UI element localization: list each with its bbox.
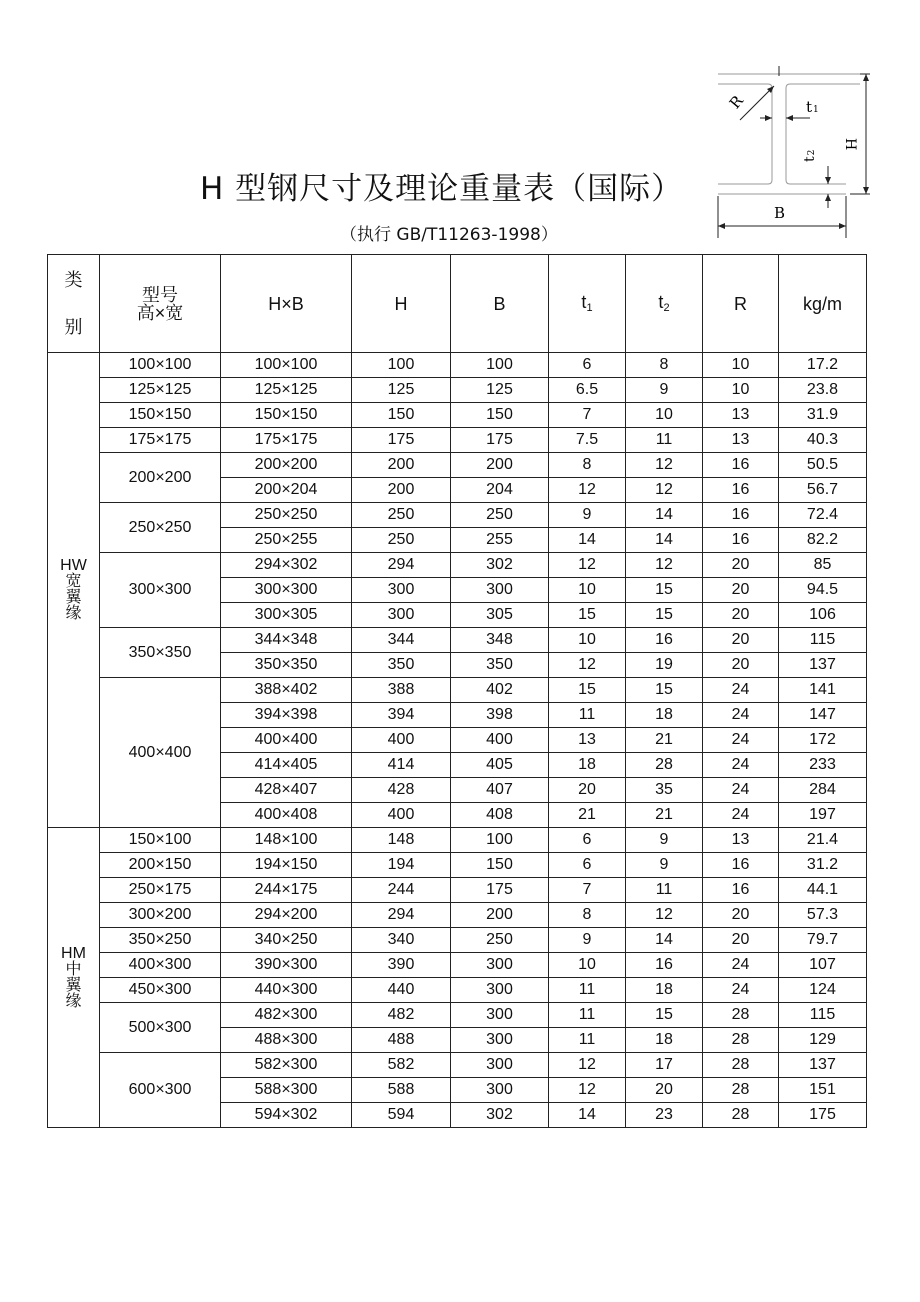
t1-cell: 10: [549, 953, 626, 978]
hxb-cell: 582×300: [221, 1053, 352, 1078]
steel-dimension-table: [47, 254, 867, 1128]
hxb-cell: 300×300: [221, 578, 352, 603]
table-row: [48, 903, 867, 928]
type-cell: 100×100: [100, 353, 221, 378]
table-row: [48, 678, 867, 703]
b-cell: 200: [451, 453, 549, 478]
t1-cell: 6: [549, 828, 626, 853]
hxb-cell: 200×204: [221, 478, 352, 503]
header-r: R: [703, 255, 779, 353]
h-cell: 150: [352, 403, 451, 428]
kgm-cell: 115: [779, 628, 867, 653]
kgm-cell: 94.5: [779, 578, 867, 603]
hxb-cell: 394×398: [221, 703, 352, 728]
t1-cell: 11: [549, 1003, 626, 1028]
table-row: [48, 928, 867, 953]
t2-cell: 9: [626, 853, 703, 878]
table-row: [48, 853, 867, 878]
header-h: H: [352, 255, 451, 353]
table-row: [48, 1003, 867, 1028]
r-cell: 20: [703, 603, 779, 628]
b-cell: 300: [451, 1053, 549, 1078]
hxb-cell: 594×302: [221, 1103, 352, 1128]
h-cell: 194: [352, 853, 451, 878]
kgm-cell: 21.4: [779, 828, 867, 853]
r-cell: 20: [703, 578, 779, 603]
hxb-cell: 175×175: [221, 428, 352, 453]
table-row: [48, 878, 867, 903]
table-row: [48, 453, 867, 478]
h-cell: 200: [352, 478, 451, 503]
b-cell: 255: [451, 528, 549, 553]
r-cell: 13: [703, 428, 779, 453]
r-cell: 10: [703, 353, 779, 378]
type-cell: 300×200: [100, 903, 221, 928]
h-cell: 390: [352, 953, 451, 978]
t1-cell: 14: [549, 1103, 626, 1128]
type-cell: 400×400: [100, 678, 221, 828]
hxb-cell: 200×200: [221, 453, 352, 478]
r-cell: 10: [703, 378, 779, 403]
t1-cell: 13: [549, 728, 626, 753]
r-cell: 16: [703, 478, 779, 503]
r-cell: 24: [703, 753, 779, 778]
kgm-cell: 107: [779, 953, 867, 978]
kgm-cell: 106: [779, 603, 867, 628]
header-t1: $t_1$: [549, 255, 626, 353]
h-cell: 340: [352, 928, 451, 953]
t1-cell: 11: [549, 978, 626, 1003]
b-cell: 408: [451, 803, 549, 828]
h-cell: 175: [352, 428, 451, 453]
t2-cell: 28: [626, 753, 703, 778]
t2-cell: 21: [626, 803, 703, 828]
r-cell: 24: [703, 803, 779, 828]
category-cell: HW 宽 翼 缘: [48, 353, 100, 828]
kgm-cell: 172: [779, 728, 867, 753]
type-cell: 500×300: [100, 1003, 221, 1053]
type-cell: 200×200: [100, 453, 221, 503]
t2-cell: 14: [626, 503, 703, 528]
page-subtitle: （执行 GB/T11263-1998）: [340, 225, 558, 245]
b-cell: 175: [451, 878, 549, 903]
t2-cell: 18: [626, 1028, 703, 1053]
b-cell: 405: [451, 753, 549, 778]
r-cell: 28: [703, 1078, 779, 1103]
r-cell: 16: [703, 503, 779, 528]
h-cell: 440: [352, 978, 451, 1003]
page-title: H 型钢尺寸及理论重量表（国际）: [200, 171, 684, 207]
b-cell: 305: [451, 603, 549, 628]
b-cell: 100: [451, 353, 549, 378]
h-cell: 125: [352, 378, 451, 403]
hxb-cell: 294×200: [221, 903, 352, 928]
table-row: [48, 828, 867, 853]
header-category: 类 别: [48, 255, 100, 353]
hxb-cell: 300×305: [221, 603, 352, 628]
b-cell: 350: [451, 653, 549, 678]
t1-cell: 10: [549, 578, 626, 603]
t2-cell: 17: [626, 1053, 703, 1078]
table-row: [48, 428, 867, 453]
b-cell: 150: [451, 403, 549, 428]
r-cell: 24: [703, 703, 779, 728]
r-cell: 24: [703, 978, 779, 1003]
b-cell: 150: [451, 853, 549, 878]
t2-cell: 12: [626, 453, 703, 478]
r-cell: 16: [703, 453, 779, 478]
t2-cell: 18: [626, 978, 703, 1003]
t1-cell: 6.5: [549, 378, 626, 403]
hxb-cell: 400×408: [221, 803, 352, 828]
t2-cell: 20: [626, 1078, 703, 1103]
h-cell: 244: [352, 878, 451, 903]
kgm-cell: 40.3: [779, 428, 867, 453]
header-hxb: H×B: [221, 255, 352, 353]
r-cell: 24: [703, 728, 779, 753]
type-cell: 200×150: [100, 853, 221, 878]
r-cell: 13: [703, 403, 779, 428]
t1-cell: 10: [549, 628, 626, 653]
kgm-cell: 124: [779, 978, 867, 1003]
b-cell: 250: [451, 928, 549, 953]
t1-cell: 9: [549, 928, 626, 953]
type-cell: 175×175: [100, 428, 221, 453]
b-cell: 204: [451, 478, 549, 503]
h-cell: 148: [352, 828, 451, 853]
h-cell: 294: [352, 903, 451, 928]
kgm-cell: 175: [779, 1103, 867, 1128]
hxb-cell: 344×348: [221, 628, 352, 653]
t2-cell: 12: [626, 478, 703, 503]
b-cell: 302: [451, 553, 549, 578]
hxb-cell: 588×300: [221, 1078, 352, 1103]
category-cell: HM 中 翼 缘: [48, 828, 100, 1128]
h-cell: 300: [352, 578, 451, 603]
t2-cell: 12: [626, 553, 703, 578]
r-cell: 28: [703, 1028, 779, 1053]
kgm-cell: 44.1: [779, 878, 867, 903]
kgm-cell: 233: [779, 753, 867, 778]
r-cell: 13: [703, 828, 779, 853]
hxb-cell: 440×300: [221, 978, 352, 1003]
kgm-cell: 129: [779, 1028, 867, 1053]
t2-cell: 15: [626, 1003, 703, 1028]
h-cell: 414: [352, 753, 451, 778]
h-cell: 488: [352, 1028, 451, 1053]
t2-cell: 8: [626, 353, 703, 378]
t1-cell: 12: [549, 1053, 626, 1078]
r-cell: 16: [703, 878, 779, 903]
table-row: [48, 953, 867, 978]
h-cell: 594: [352, 1103, 451, 1128]
t1-cell: 21: [549, 803, 626, 828]
h-cell: 250: [352, 503, 451, 528]
kgm-cell: 57.3: [779, 903, 867, 928]
table-row: [48, 403, 867, 428]
r-cell: 28: [703, 1003, 779, 1028]
hxb-cell: 244×175: [221, 878, 352, 903]
type-cell: 600×300: [100, 1053, 221, 1128]
hxb-cell: 390×300: [221, 953, 352, 978]
hxb-cell: 100×100: [221, 353, 352, 378]
r-cell: 24: [703, 953, 779, 978]
t1-cell: 7.5: [549, 428, 626, 453]
t1-cell: 14: [549, 528, 626, 553]
t2-cell: 18: [626, 703, 703, 728]
b-cell: 175: [451, 428, 549, 453]
hxb-cell: 250×250: [221, 503, 352, 528]
r-cell: 16: [703, 528, 779, 553]
r-cell: 20: [703, 653, 779, 678]
type-cell: 150×150: [100, 403, 221, 428]
t2-label: t2: [802, 149, 818, 162]
t1-cell: 11: [549, 703, 626, 728]
r-cell: 28: [703, 1053, 779, 1078]
t1-cell: 12: [549, 653, 626, 678]
t2-cell: 11: [626, 878, 703, 903]
t2-cell: 19: [626, 653, 703, 678]
t1-cell: 12: [549, 553, 626, 578]
table-body: [48, 353, 867, 1128]
kgm-cell: 115: [779, 1003, 867, 1028]
h-cell: 388: [352, 678, 451, 703]
t1-cell: 18: [549, 753, 626, 778]
b-cell: 300: [451, 1028, 549, 1053]
t1-cell: 8: [549, 453, 626, 478]
hxb-cell: 488×300: [221, 1028, 352, 1053]
t2-cell: 12: [626, 903, 703, 928]
h-cell: 300: [352, 603, 451, 628]
t1-cell: 11: [549, 1028, 626, 1053]
type-cell: 350×250: [100, 928, 221, 953]
kgm-cell: 23.8: [779, 378, 867, 403]
b-cell: 398: [451, 703, 549, 728]
t2-cell: 15: [626, 578, 703, 603]
table-row: [48, 628, 867, 653]
h-cell: 394: [352, 703, 451, 728]
type-cell: 300×300: [100, 553, 221, 628]
b-cell: 100: [451, 828, 549, 853]
t2-cell: 14: [626, 528, 703, 553]
t2-cell: 15: [626, 678, 703, 703]
hxb-cell: 350×350: [221, 653, 352, 678]
t2-cell: 21: [626, 728, 703, 753]
t1-cell: 6: [549, 853, 626, 878]
t2-cell: 14: [626, 928, 703, 953]
t1-cell: 12: [549, 1078, 626, 1103]
r-cell: 20: [703, 628, 779, 653]
t1-cell: 15: [549, 678, 626, 703]
b-cell: 300: [451, 578, 549, 603]
b-cell: 400: [451, 728, 549, 753]
kgm-cell: 79.7: [779, 928, 867, 953]
header-type: 型号 高×宽: [100, 255, 221, 353]
kgm-cell: 147: [779, 703, 867, 728]
b-cell: 300: [451, 978, 549, 1003]
t2-cell: 9: [626, 378, 703, 403]
hxb-cell: 482×300: [221, 1003, 352, 1028]
table-row: [48, 353, 867, 378]
h-cell: 344: [352, 628, 451, 653]
kgm-cell: 82.2: [779, 528, 867, 553]
t2-cell: 15: [626, 603, 703, 628]
type-cell: 450×300: [100, 978, 221, 1003]
kgm-cell: 141: [779, 678, 867, 703]
t2-cell: 16: [626, 953, 703, 978]
h-cell: 350: [352, 653, 451, 678]
t1-cell: 7: [549, 403, 626, 428]
t2-cell: 11: [626, 428, 703, 453]
t2-cell: 10: [626, 403, 703, 428]
h-label: H: [842, 138, 858, 151]
b-cell: 300: [451, 1003, 549, 1028]
h-cell: 588: [352, 1078, 451, 1103]
hxb-cell: 400×400: [221, 728, 352, 753]
h-cell: 250: [352, 528, 451, 553]
header-b: B: [451, 255, 549, 353]
h-cell: 582: [352, 1053, 451, 1078]
table-header-row: [48, 255, 867, 353]
table-row: [48, 1053, 867, 1078]
type-cell: 250×250: [100, 503, 221, 553]
hxb-cell: 194×150: [221, 853, 352, 878]
t2-cell: 23: [626, 1103, 703, 1128]
t1-cell: 9: [549, 503, 626, 528]
b-cell: 407: [451, 778, 549, 803]
kgm-cell: 85: [779, 553, 867, 578]
r-cell: 20: [703, 903, 779, 928]
b-label: B: [774, 204, 786, 222]
type-cell: 400×300: [100, 953, 221, 978]
kgm-cell: 56.7: [779, 478, 867, 503]
t1-cell: 8: [549, 903, 626, 928]
hxb-cell: 340×250: [221, 928, 352, 953]
hxb-cell: 125×125: [221, 378, 352, 403]
h-beam-section-diagram: [710, 62, 870, 238]
hxb-cell: 250×255: [221, 528, 352, 553]
table-row: [48, 978, 867, 1003]
type-cell: 350×350: [100, 628, 221, 678]
table-row: [48, 553, 867, 578]
t2-cell: 16: [626, 628, 703, 653]
table-row: [48, 378, 867, 403]
b-cell: 402: [451, 678, 549, 703]
r-cell: 20: [703, 553, 779, 578]
header-kgm: kg/m: [779, 255, 867, 353]
t1-cell: 6: [549, 353, 626, 378]
hxb-cell: 294×302: [221, 553, 352, 578]
h-cell: 294: [352, 553, 451, 578]
kgm-cell: 197: [779, 803, 867, 828]
t2-cell: 9: [626, 828, 703, 853]
kgm-cell: 151: [779, 1078, 867, 1103]
b-cell: 300: [451, 953, 549, 978]
t2-cell: 35: [626, 778, 703, 803]
table-row: [48, 503, 867, 528]
h-cell: 428: [352, 778, 451, 803]
b-cell: 250: [451, 503, 549, 528]
r-cell: 20: [703, 928, 779, 953]
r-label: R: [725, 91, 747, 113]
hxb-cell: 388×402: [221, 678, 352, 703]
b-cell: 200: [451, 903, 549, 928]
h-cell: 400: [352, 803, 451, 828]
kgm-cell: 17.2: [779, 353, 867, 378]
kgm-cell: 50.5: [779, 453, 867, 478]
hxb-cell: 414×405: [221, 753, 352, 778]
b-cell: 348: [451, 628, 549, 653]
kgm-cell: 137: [779, 653, 867, 678]
header-t2: $t_2$: [626, 255, 703, 353]
b-cell: 302: [451, 1103, 549, 1128]
r-cell: 28: [703, 1103, 779, 1128]
h-cell: 400: [352, 728, 451, 753]
type-cell: 250×175: [100, 878, 221, 903]
type-cell: 150×100: [100, 828, 221, 853]
kgm-cell: 31.9: [779, 403, 867, 428]
t1-cell: 20: [549, 778, 626, 803]
kgm-cell: 137: [779, 1053, 867, 1078]
kgm-cell: 72.4: [779, 503, 867, 528]
r-cell: 16: [703, 853, 779, 878]
hxb-cell: 148×100: [221, 828, 352, 853]
r-cell: 24: [703, 778, 779, 803]
b-cell: 125: [451, 378, 549, 403]
kgm-cell: 284: [779, 778, 867, 803]
h-cell: 482: [352, 1003, 451, 1028]
kgm-cell: 31.2: [779, 853, 867, 878]
t1-label: t1: [806, 98, 819, 116]
t1-cell: 12: [549, 478, 626, 503]
b-cell: 300: [451, 1078, 549, 1103]
r-cell: 24: [703, 678, 779, 703]
t1-cell: 15: [549, 603, 626, 628]
hxb-cell: 428×407: [221, 778, 352, 803]
type-cell: 125×125: [100, 378, 221, 403]
h-cell: 200: [352, 453, 451, 478]
t1-cell: 7: [549, 878, 626, 903]
hxb-cell: 150×150: [221, 403, 352, 428]
h-cell: 100: [352, 353, 451, 378]
